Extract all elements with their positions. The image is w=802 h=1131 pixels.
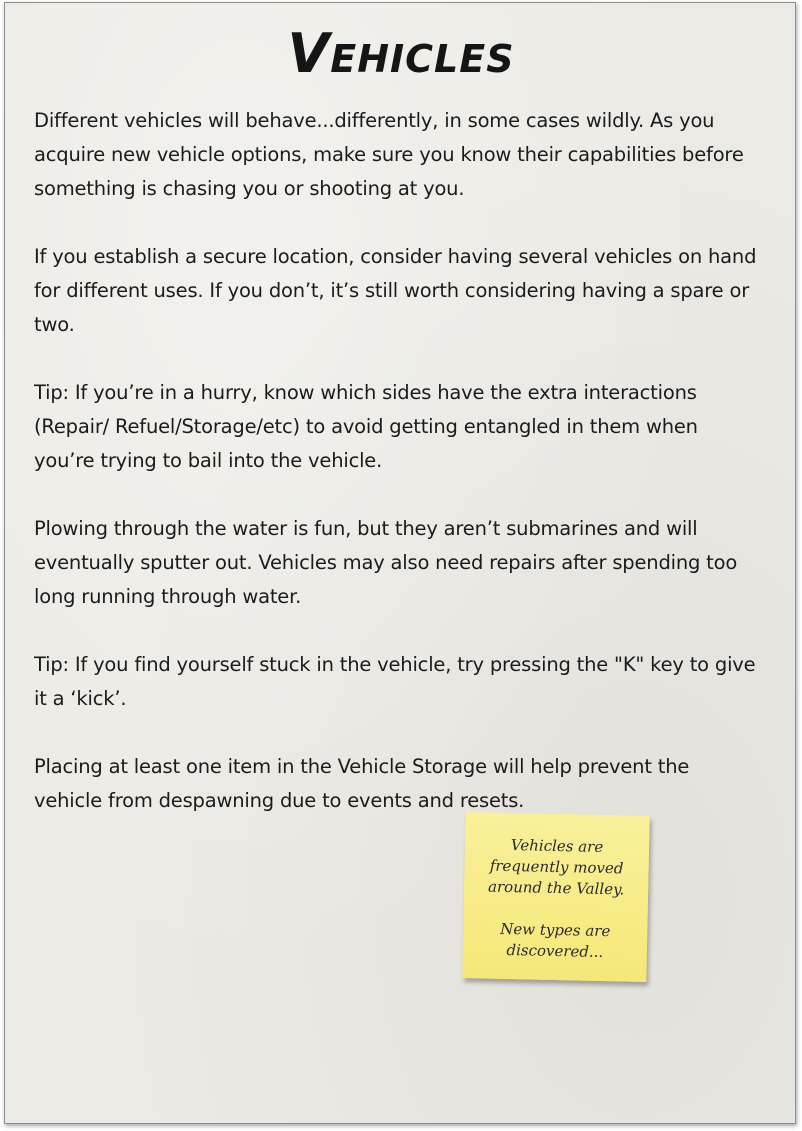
paragraph-tip-hurry: Tip: If you’re in a hurry, know which sides have the extra interactions (Repair/ Refuel/Storage/etc) to avoid getting entangled in them when you’re trying to bail into the vehicle. [34, 381, 698, 472]
sticky-note-line: around the Valley. [487, 877, 625, 899]
sticky-note-line: frequently moved [489, 856, 624, 878]
page-title: Vehicles [287, 22, 515, 85]
sticky-note-line: Vehicles are [510, 836, 604, 856]
paragraph-vehicle-behavior: Different vehicles will behave...differently, in some cases wildly. As you acquire new vehicle options, make sure you know their capabilities before something is chasing you or shooting at you. [34, 109, 744, 200]
paragraph-water: Plowing through the water is fun, but they aren’t submarines and will eventually sputter out. Vehicles may also need repairs after spending too long running through water. [34, 517, 738, 608]
paragraph-tip-kick: Tip: If you find yourself stuck in the vehicle, try pressing the "K" key to give it a ‘kick’. [34, 653, 756, 710]
body-text [34, 104, 762, 852]
sticky-note-line: New types are [500, 919, 611, 941]
sticky-note-line: discovered... [506, 940, 604, 962]
sticky-note [462, 812, 649, 982]
paragraph-vehicle-storage: Placing at least one item in the Vehicle Storage will help prevent the vehicle from despawning due to events and resets. [34, 755, 690, 812]
paragraph-secure-location: If you establish a secure location, consider having several vehicles on hand for different uses. If you don’t, it’s still worth considering having a spare or two. [34, 245, 757, 336]
